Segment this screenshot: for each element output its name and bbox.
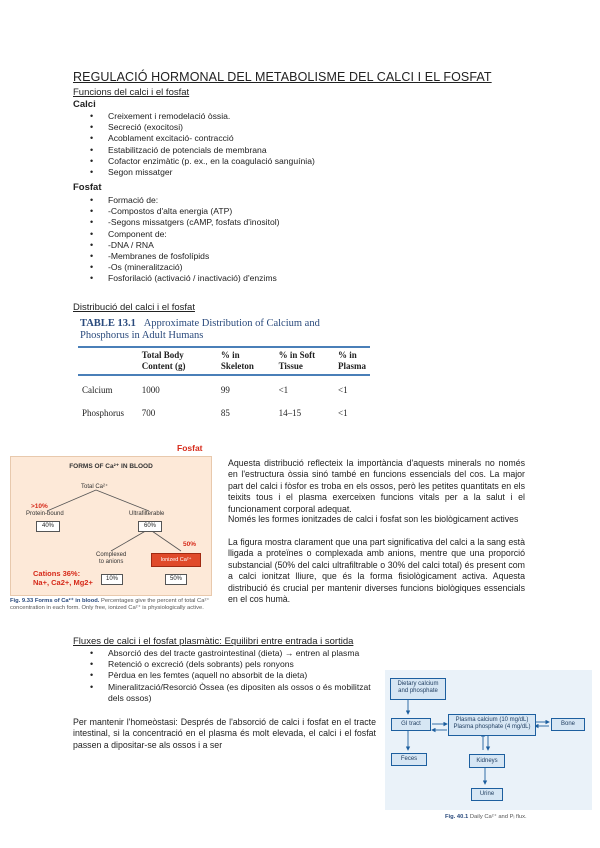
ionized-ca-node: Ionized Ca²⁺	[151, 553, 201, 567]
complexed-pct: 10%	[101, 574, 123, 585]
list-item: • Creixement i remodelació òssia.	[108, 111, 315, 122]
sub-item: • -Compostos d'alta energia (ATP)	[108, 206, 280, 217]
list-item: • Mineralització/Resorció Òssea (es dipositen als ossos o és mobilitzat dels ossos)	[108, 682, 378, 704]
calci-list	[108, 111, 315, 178]
feces-box: Feces	[391, 753, 427, 766]
list-item: • Absorció des del tracte gastrointestinal (dieta) → entren al plasma	[108, 648, 378, 659]
protein-bound-pct: 40%	[36, 521, 60, 532]
ultrafilterable-pct: 60%	[138, 521, 162, 532]
calcium-figure-caption: Fig. 9.33 Forms of Ca²⁺ in blood. Percentages give the percent of total Ca²⁺ concentration in each form. Only free, ionized Ca²⁺ is physiologically active.	[10, 598, 210, 611]
ultrafilterable-node: Ultrafilterable	[129, 511, 165, 517]
distribution-heading: Distribució del calci i el fosfat	[73, 302, 195, 313]
sub-item: • -DNA / RNA	[108, 240, 280, 251]
sub-item: • -Segons missatgers (cAMP, fosfats d'inositol)	[108, 217, 280, 228]
gi-tract-box: GI tract	[391, 718, 431, 731]
fosfat-figure-label: Fosfat	[177, 443, 203, 453]
fluxes-list	[108, 648, 378, 704]
plasma-box: Plasma calcium (10 mg/dL) Plasma phosphate (4 mg/dL)	[448, 714, 536, 736]
table-cell: 85	[220, 408, 230, 418]
list-item: • Cofactor enzimàtic (p. ex., en la coagulació sanguínia)	[108, 156, 315, 167]
table-label: TABLE 13.1	[80, 318, 136, 329]
list-item: • Fosforilació (activació / inactivació) d'enzims	[108, 273, 280, 284]
table-cell: 1000	[141, 385, 160, 395]
list-item: • Pèrdua en les femtes (aquell no absorbit de la dieta)	[108, 670, 378, 681]
table-header-cell	[78, 347, 138, 375]
table-header-cell: % in Plasma	[338, 350, 366, 371]
cations-annotation: Cations 36%: Na+, Ca2+, Mg2+	[33, 569, 93, 587]
protein-bound-node: Protein-bound	[26, 511, 64, 517]
table-cell: <1	[338, 385, 348, 395]
table-header-cell: Total Body Content (g)	[141, 350, 186, 371]
total-ca-node: Total Ca²⁺	[81, 484, 109, 490]
table-caption-line2: Phosphorus in Adult Humans	[80, 330, 204, 341]
table-cell: <1	[278, 385, 289, 395]
fosfat-label: Fosfat	[73, 182, 102, 193]
flux-figure	[385, 670, 592, 810]
table-header-cell: % in Skeleton	[220, 350, 254, 371]
fluxes-heading: Fluxes de calci i el fosfat plasmàtic: Equilibri entre entrada i sortida	[73, 636, 354, 647]
table-cell: 99	[220, 385, 230, 395]
functions-heading: Funcions del calci i el fosfat	[73, 87, 190, 98]
ionized-pct: 50%	[165, 574, 187, 585]
table-row	[78, 400, 370, 423]
table-cell: Phosphorus	[82, 408, 125, 418]
list-item: • Retenció o excreció (dels sobrants) pels ronyons	[108, 659, 378, 670]
distribution-table	[78, 346, 370, 423]
page-title: REGULACIÓ HORMONAL DEL METABOLISME DEL CALCI I EL FOSFAT	[73, 70, 492, 84]
paragraph-ionized: Només les formes ionitzades de calci i fosfat son les biològicament actives	[228, 514, 519, 524]
sub-item: • -Membranes de fosfolípids	[108, 251, 280, 262]
paragraph-homeostasis: Per mantenir l'homeòstasi: Després de l'absorció de calci i fosfat en el tracte intestinal, si la concentració en el plasma és molt elevada, el calci i el fosfat passen a dipositar-se als ossos i a ser	[73, 717, 376, 750]
paragraph-distribution: Aquesta distribució reflecteix la importància d'aquests minerals no només en l'estructura òssia sinó també en funcions essencials del cos. La major part del calci i fòsfor es troba en els ossos, però les petites quantitats en els teixits tous i el plasma exerceixen funcions vitals per a la salut i el funcionament corporal adequat.	[228, 458, 525, 514]
table-cell: 14–15	[278, 408, 302, 418]
sub-item: • -Os (mineralització)	[108, 262, 280, 273]
calci-label: Calci	[73, 99, 96, 110]
flux-figure-caption: Fig. 40.1 Daily Ca²⁺ and Pᵢ flux.	[445, 814, 527, 820]
complexed-node: Complexed to anions	[96, 552, 127, 565]
table-header-cell: % in Soft Tissue	[278, 350, 316, 371]
fosfat-list	[108, 195, 280, 285]
table-cell: <1	[338, 408, 348, 418]
annotation-10pct: >10%	[31, 503, 48, 510]
list-item: • Secreció (exocitosi)	[108, 122, 315, 133]
list-item: • Formació de:	[108, 195, 280, 206]
table-header-row	[78, 347, 370, 375]
table-caption	[80, 318, 320, 342]
list-item: • Segon missatger	[108, 167, 315, 178]
calcium-blood-figure	[10, 456, 212, 596]
dietary-box: Dietary calcium and phosphate	[390, 678, 446, 700]
list-item: • Component de:	[108, 229, 280, 240]
kidneys-box: Kidneys	[469, 754, 505, 768]
table-row	[78, 375, 370, 400]
table-caption-line1: Approximate Distribution of Calcium and	[143, 318, 320, 329]
urine-box: Urine	[471, 788, 503, 801]
table-cell: 700	[141, 408, 156, 418]
paragraph-figure-explanation: La figura mostra clarament que una part significativa del calci a la sang està lligada a proteïnes o complexada amb anions, mentre que una proporció substancial (50% del calci ultrafiltrable o 30% del calci total) és present com a calci ionitzat lliure, que és la forma fisiològicament activa. Aquesta distribució és crucial per mantenir diverses funcions biològiques essencials en el cos humà.	[228, 537, 525, 605]
annotation-50pct: 50%	[183, 541, 197, 548]
bone-box: Bone	[551, 718, 585, 731]
list-item: • Acoblament excitació- contracció	[108, 133, 315, 144]
list-item: • Estabilització de potencials de membrana	[108, 145, 315, 156]
table-cell: Calcium	[82, 385, 113, 395]
figure-title: FORMS OF Ca²⁺ IN BLOOD	[69, 463, 153, 470]
